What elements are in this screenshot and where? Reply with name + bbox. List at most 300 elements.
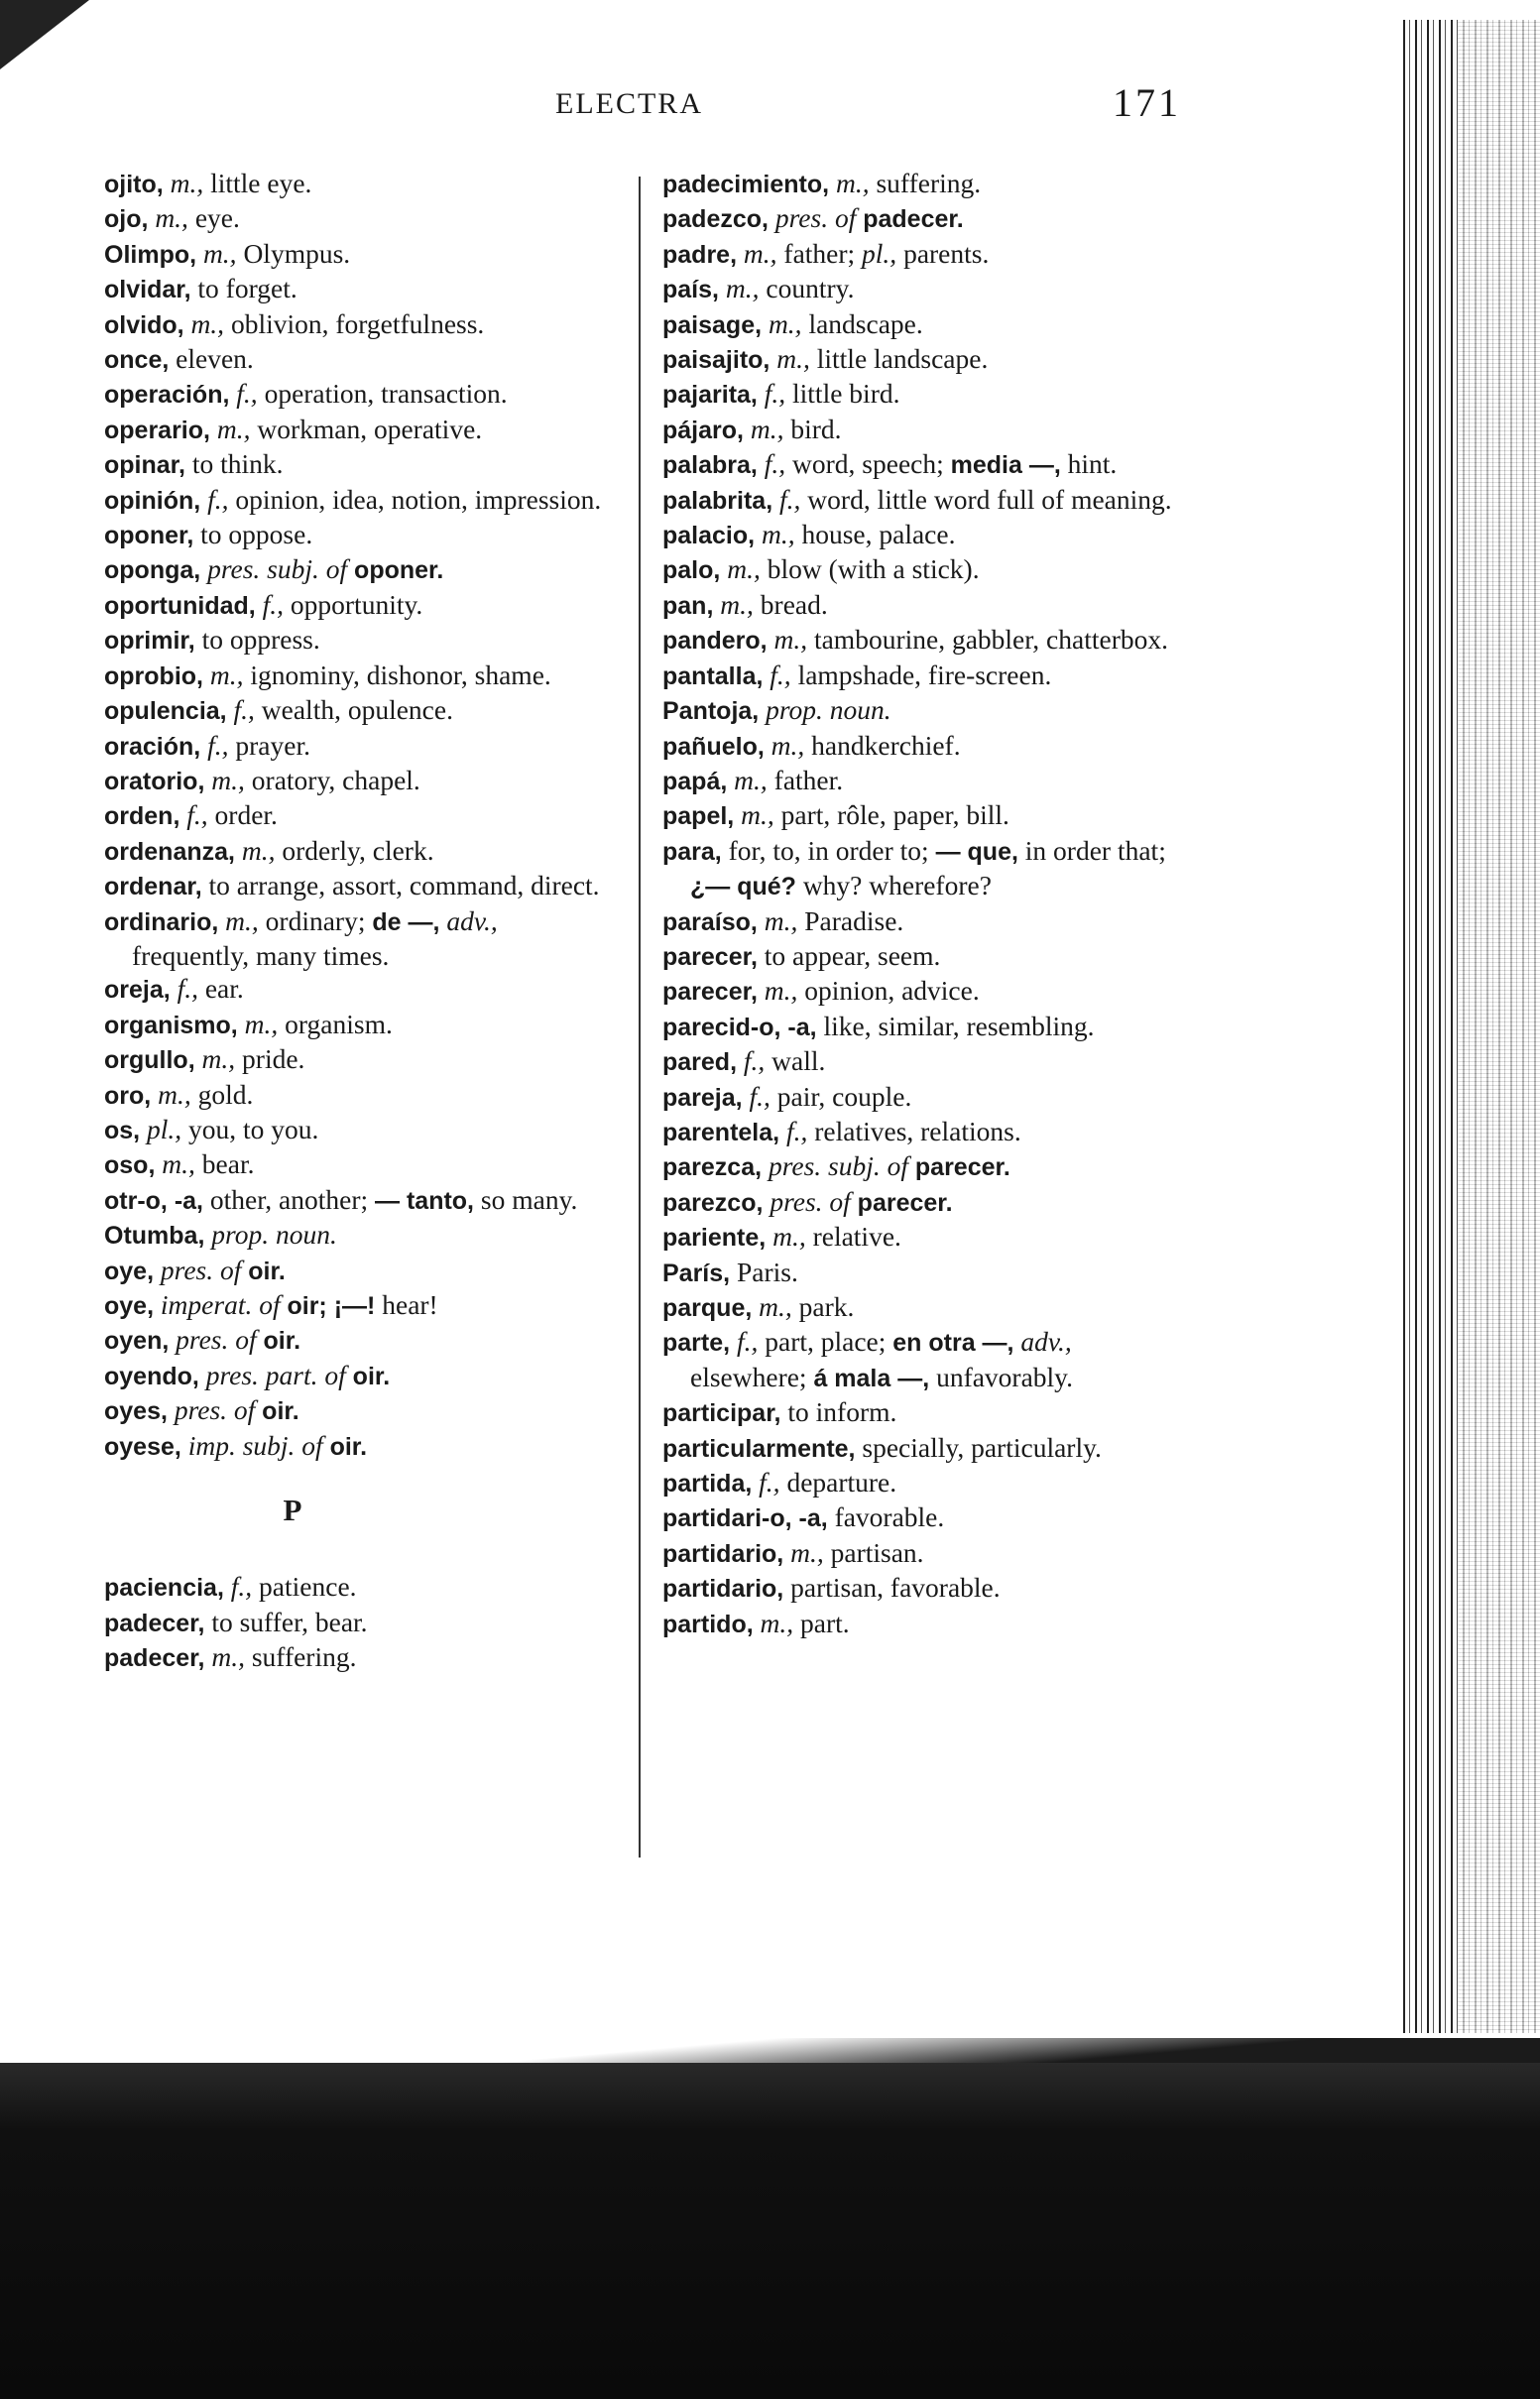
dictionary-entry: [104, 518, 620, 552]
dictionary-entry: [104, 307, 620, 342]
dictionary-entry: [104, 342, 620, 377]
dictionary-entry: [662, 483, 1178, 518]
entry-definition: you, to you.: [188, 1113, 319, 1144]
entry-headword: pajarita,: [662, 381, 758, 410]
entry-headword: paisage,: [662, 310, 763, 339]
entry-reference: parecer.: [857, 1188, 953, 1217]
entry-grammar: prop. noun.: [766, 694, 891, 726]
entry-definition: word, speech;: [792, 448, 944, 480]
dictionary-entry: [662, 1536, 1178, 1571]
entry-definition: handkerchief.: [811, 729, 961, 761]
entry-definition: little eye.: [210, 168, 312, 198]
dictionary-entry: [662, 623, 1178, 658]
left-column: [104, 167, 620, 1676]
entry-headword: oyese,: [104, 1432, 181, 1461]
dictionary-entry: [104, 1113, 620, 1147]
entry-headword: Pantoja,: [662, 697, 760, 726]
dictionary-entry: [104, 1078, 620, 1113]
entry-grammar: pl.,: [147, 1113, 182, 1144]
entry-definition: bread.: [760, 588, 828, 620]
entry-headword: Olimpo,: [104, 240, 197, 269]
entry-grammar: f.,: [779, 483, 801, 515]
entry-grammar: m.,: [772, 1221, 806, 1253]
entry-headword: opinar,: [104, 451, 185, 480]
entry-definition: to oppose.: [200, 519, 313, 550]
dictionary-entry: [104, 1288, 620, 1323]
entry-definition: opinion, idea, notion, impression.: [235, 483, 602, 515]
entry-reference: ¿— qué?: [690, 873, 796, 901]
entry-headword: oro,: [104, 1081, 152, 1110]
entry-grammar: m.,: [741, 799, 774, 831]
dictionary-entry: [104, 1254, 620, 1288]
dictionary-entry: [662, 413, 1178, 447]
entry-grammar: m.,: [760, 1607, 794, 1638]
dictionary-entry: [662, 729, 1178, 764]
entry-headword: parezca,: [662, 1153, 763, 1182]
entry-definition: Olympus.: [243, 237, 351, 269]
entry-headword: partidario,: [662, 1575, 784, 1604]
entry-reference: oir.: [352, 1362, 391, 1390]
entry-definition: for, to, in order to;: [728, 834, 929, 866]
entry-grammar: m.,: [201, 1043, 236, 1075]
dictionary-entry: [104, 798, 620, 833]
entry-grammar: pres. part. of: [205, 1359, 346, 1390]
entry-headword: orden,: [104, 802, 180, 831]
entry-grammar: m.,: [835, 168, 870, 198]
entry-grammar: m.,: [790, 1536, 824, 1568]
dictionary-entry: [662, 1256, 1178, 1290]
dictionary-entry: [104, 869, 620, 903]
page-corner-fold: [0, 0, 89, 69]
entry-headword: palacio,: [662, 522, 756, 550]
entry-definition: patience.: [259, 1571, 357, 1603]
entry-definition: eleven.: [176, 343, 254, 375]
entry-definition: orderly, clerk.: [282, 834, 434, 866]
entry-grammar: f.,: [770, 659, 791, 690]
entry-definition: father;: [783, 237, 856, 269]
entry-definition: house, palace.: [801, 519, 956, 550]
dictionary-entry: [104, 972, 620, 1007]
entry-definition: suffering.: [876, 168, 982, 198]
entry-grammar: m.,: [725, 273, 760, 304]
entry-grammar: m.,: [734, 764, 768, 795]
dictionary-entry: [662, 1466, 1178, 1500]
entry-headword: partida,: [662, 1470, 753, 1499]
entry-headword: particularmente,: [662, 1434, 856, 1463]
entry-definition: wealth, opulence.: [261, 694, 453, 726]
entry-definition: part, place;: [765, 1326, 887, 1358]
entry-grammar: f.,: [186, 799, 208, 831]
dictionary-entry: [662, 1500, 1178, 1535]
entry-headword: pareja,: [662, 1083, 743, 1112]
entry-grammar: m.,: [170, 168, 204, 198]
entry-definition: unfavorably.: [936, 1361, 1074, 1392]
entry-definition: operation, transaction.: [264, 378, 508, 410]
entry-definition: to inform.: [787, 1396, 897, 1428]
dictionary-entry: [104, 447, 620, 482]
entry-grammar: prop. noun.: [211, 1219, 337, 1251]
running-header-title: ELECTRA: [555, 87, 703, 120]
entry-headword: ordenar,: [104, 873, 202, 901]
entry-headword: paisajito,: [662, 346, 770, 375]
entry-definition: opportunity.: [290, 588, 423, 620]
entry-reference: en otra —,: [892, 1329, 1014, 1358]
entry-headword: parte,: [662, 1329, 731, 1358]
entry-headword: operación,: [104, 381, 230, 410]
entry-grammar: m.,: [211, 1641, 245, 1673]
entry-headword: pañuelo,: [662, 732, 765, 761]
entry-reference: oir; ¡—!: [287, 1292, 376, 1320]
dictionary-entry: [104, 1359, 620, 1393]
entry-definition: partisan.: [830, 1536, 924, 1568]
entry-definition: ignominy, dishonor, shame.: [250, 659, 551, 690]
entry-definition: wall.: [771, 1045, 826, 1077]
entry-definition: eye.: [194, 202, 240, 234]
entry-grammar: m.,: [158, 1078, 191, 1110]
entry-grammar: m.,: [216, 413, 251, 444]
entry-headword: olvido,: [104, 310, 184, 339]
dictionary-entry: [104, 413, 620, 447]
entry-grammar: m.,: [244, 1008, 279, 1039]
dictionary-entry: [104, 834, 620, 869]
entry-grammar: m.,: [241, 834, 276, 866]
entry-headword: oyendo,: [104, 1362, 199, 1390]
entry-grammar: m.,: [225, 904, 259, 936]
entry-definition: little landscape.: [816, 343, 989, 375]
entry-grammar: pres. of: [770, 1185, 851, 1217]
entry-headword: partidari-o, -a,: [662, 1504, 828, 1533]
entry-definition: specially, particularly.: [862, 1431, 1102, 1463]
entry-definition: relative.: [812, 1221, 901, 1253]
dictionary-entry: [662, 764, 1178, 798]
page-number: 171: [1113, 80, 1181, 125]
entry-definition: part, rôle, paper, bill.: [780, 799, 1009, 831]
entry-definition: father.: [773, 764, 844, 795]
entry-definition: little bird.: [792, 378, 900, 410]
left-entries: [104, 167, 620, 1464]
entry-definition: so many.: [480, 1183, 578, 1215]
entry-headword: parecer,: [662, 942, 758, 971]
dictionary-entry: [104, 552, 620, 587]
dictionary-entry: [104, 1606, 620, 1640]
entry-headword: oso,: [104, 1151, 156, 1180]
entry-headword: organismo,: [104, 1011, 238, 1039]
entry-grammar: m.,: [770, 729, 805, 761]
entry-grammar: m.,: [776, 343, 810, 375]
entry-headword: opinión,: [104, 486, 201, 515]
dictionary-entry: [104, 237, 620, 272]
entry-grammar: f.,: [233, 694, 255, 726]
entry-definition: ear.: [204, 973, 244, 1005]
entry-definition: order.: [214, 799, 278, 831]
entry-grammar: f.,: [177, 973, 198, 1005]
entry-reference: parecer.: [914, 1153, 1010, 1182]
entry-headword: parentela,: [662, 1118, 780, 1146]
dictionary-entry: [104, 201, 620, 236]
entry-definition: like, similar, resembling.: [823, 1010, 1095, 1041]
dictionary-entry: [662, 1395, 1178, 1430]
dictionary-entry: [104, 377, 620, 412]
entry-headword: pájaro,: [662, 416, 744, 444]
entry-reference: oir.: [329, 1432, 368, 1461]
entry-reference: oponer.: [354, 556, 444, 585]
entry-definition: workman, operative.: [257, 413, 483, 444]
entry-headword: paciencia,: [104, 1574, 224, 1603]
entry-headword: partidario,: [662, 1539, 784, 1568]
entry-definition: oblivion, forgetfulness.: [230, 307, 485, 339]
entry-grammar: m.,: [162, 1148, 195, 1180]
entry-definition: bird.: [790, 413, 842, 444]
entry-headword: paraíso,: [662, 907, 758, 936]
entry-grammar: pres. of: [176, 1324, 257, 1356]
dictionary-entry: [662, 518, 1178, 552]
entry-grammar: f.,: [743, 1045, 766, 1077]
scan-shadow: [0, 2063, 1540, 2399]
entry-definition: word, little word full of meaning.: [807, 483, 1172, 515]
left-entries-p: [104, 1570, 620, 1675]
entry-grammar: f.,: [207, 729, 229, 761]
right-column: [662, 167, 1178, 1641]
dictionary-entry: [662, 1115, 1178, 1149]
entry-headword: ordenanza,: [104, 837, 235, 866]
entry-headword: parezco,: [662, 1188, 764, 1217]
entry-headword: oyes,: [104, 1397, 168, 1426]
dictionary-entry: [104, 1570, 620, 1605]
entry-definition: to appear, seem.: [764, 939, 941, 971]
entry-headword: ojito,: [104, 171, 164, 198]
entry-definition: to think.: [191, 448, 284, 480]
entry-definition: departure.: [786, 1467, 897, 1499]
entry-definition: gold.: [197, 1078, 254, 1110]
entry-definition: oratory, chapel.: [251, 764, 420, 795]
entry-headword: padecer,: [104, 1609, 205, 1637]
entry-grammar: pres. of: [774, 202, 857, 234]
entry-headword: once,: [104, 346, 170, 375]
entry-grammar: f.,: [262, 588, 285, 620]
dictionary-entry: [104, 272, 620, 306]
entry-headword: palabrita,: [662, 486, 773, 515]
entry-headword: oprimir,: [104, 627, 195, 656]
entry-definition: other, another;: [209, 1183, 369, 1215]
entry-definition: pair, couple.: [776, 1080, 912, 1112]
dictionary-entry: [662, 1080, 1178, 1115]
entry-definition: to suffer, bear.: [211, 1606, 368, 1637]
dictionary-entry: [662, 167, 1178, 201]
entry-grammar: m.,: [190, 307, 225, 339]
entry-definition: part.: [800, 1607, 850, 1638]
dictionary-entry: [662, 904, 1178, 939]
entry-headword: parque,: [662, 1294, 753, 1322]
dictionary-entry: [662, 307, 1178, 342]
entry-headword: padre,: [662, 240, 738, 269]
entry-grammar: m.,: [768, 307, 802, 339]
entry-headword: papá,: [662, 767, 728, 795]
entry-headword: oye,: [104, 1257, 155, 1285]
dictionary-entry: [104, 1183, 620, 1218]
entry-definition: relatives, relations.: [814, 1115, 1021, 1146]
dictionary-entry: [662, 201, 1178, 236]
dictionary-entry: [662, 834, 1178, 904]
entry-grammar: pl.,: [862, 237, 897, 269]
dictionary-entry: [662, 1185, 1178, 1220]
entry-grammar: pres. subj. of: [207, 553, 348, 585]
entry-headword: ojo,: [104, 205, 149, 234]
entry-grammar: f.,: [207, 483, 229, 515]
dictionary-entry: [104, 764, 620, 798]
entry-definition: lampshade, fire-screen.: [797, 659, 1052, 690]
dictionary-entry: [662, 272, 1178, 306]
entry-reference: oir.: [262, 1397, 299, 1426]
entry-headword: oye,: [104, 1292, 155, 1320]
entry-headword: pariente,: [662, 1224, 767, 1253]
dictionary-entry: [104, 1323, 620, 1358]
entry-definition: organism.: [285, 1008, 393, 1039]
entry-reference: oir.: [263, 1327, 301, 1356]
entry-headword: oponga,: [104, 556, 201, 585]
entry-definition: hear!: [382, 1289, 438, 1320]
dictionary-entry: [662, 659, 1178, 693]
entry-definition: pride.: [242, 1043, 305, 1075]
dictionary-entry: [662, 1044, 1178, 1079]
entry-headword: os,: [104, 1116, 141, 1144]
entry-definition: blow (with a stick).: [767, 553, 980, 585]
entry-grammar: adv.,: [446, 904, 498, 936]
entry-headword: otr-o, -a,: [104, 1186, 203, 1215]
entry-headword: oportunidad,: [104, 591, 256, 620]
entry-headword: oprobio,: [104, 661, 203, 690]
dictionary-entry: [662, 1325, 1178, 1395]
entry-headword: pared,: [662, 1048, 738, 1077]
entry-definition: landscape.: [808, 307, 923, 339]
entry-definition: elsewhere;: [690, 1361, 807, 1392]
entry-grammar: pres. of: [160, 1254, 242, 1285]
dictionary-entry: [104, 1147, 620, 1182]
entry-definition: parents.: [903, 237, 990, 269]
entry-reference: — tanto,: [375, 1186, 475, 1215]
entry-grammar: imp. subj. of: [187, 1429, 323, 1461]
entry-grammar: f.,: [236, 378, 258, 410]
column-divider: [639, 177, 641, 1858]
entry-definition: why? wherefore?: [802, 870, 992, 901]
entry-grammar: pres. of: [174, 1394, 256, 1426]
entry-headword: operario,: [104, 416, 210, 444]
dictionary-entry: [662, 447, 1178, 482]
entry-definition: prayer.: [235, 729, 310, 761]
dictionary-entry: [104, 1218, 620, 1253]
entry-headword: oponer,: [104, 522, 194, 550]
entry-reference: padecer.: [863, 205, 964, 234]
entry-headword: opulencia,: [104, 697, 227, 726]
dictionary-entry: [662, 939, 1178, 974]
dictionary-entry: [104, 588, 620, 623]
dictionary-entry: [104, 167, 620, 201]
entry-headword: pandero,: [662, 627, 768, 656]
dictionary-entry: [662, 588, 1178, 623]
entry-headword: palabra,: [662, 451, 758, 480]
entry-definition: tambourine, gabbler, chatterbox.: [813, 624, 1168, 656]
entry-definition: suffering.: [251, 1641, 357, 1673]
entry-headword: país,: [662, 276, 719, 304]
dictionary-entry: [104, 623, 620, 658]
entry-definition: frequently, many times.: [132, 939, 390, 971]
dictionary-entry: [104, 1429, 620, 1464]
dictionary-entry: [662, 237, 1178, 272]
dictionary-entry: [104, 729, 620, 764]
entry-headword: pantalla,: [662, 661, 764, 690]
entry-grammar: m.,: [202, 237, 237, 269]
entry-headword: oreja,: [104, 976, 171, 1005]
entry-grammar: f.,: [230, 1571, 253, 1603]
entry-definition: opinion, advice.: [804, 975, 980, 1007]
entry-headword: palo,: [662, 556, 721, 585]
entry-headword: para,: [662, 837, 722, 866]
entry-headword: parecer,: [662, 978, 758, 1007]
entry-grammar: m.,: [727, 553, 761, 585]
entry-definition: in order that;: [1024, 834, 1166, 866]
entry-reference: — que,: [935, 837, 1018, 866]
entry-grammar: m.,: [211, 764, 245, 795]
entry-grammar: m.,: [761, 519, 795, 550]
entry-headword: padezco,: [662, 205, 769, 234]
entry-definition: hint.: [1067, 448, 1118, 480]
entry-headword: participar,: [662, 1399, 781, 1428]
entry-definition: bear.: [201, 1148, 255, 1180]
entry-grammar: f.,: [785, 1115, 808, 1146]
entry-definition: Paradise.: [804, 904, 904, 936]
entry-headword: papel,: [662, 802, 735, 831]
entry-grammar: imperat. of: [160, 1289, 281, 1320]
dictionary-entry: [104, 1640, 620, 1675]
entry-grammar: m.,: [155, 202, 188, 234]
entry-headword: París,: [662, 1259, 731, 1287]
entry-grammar: m.,: [720, 588, 754, 620]
dictionary-entry: [104, 1393, 620, 1428]
entry-headword: padecimiento,: [662, 171, 830, 198]
entry-definition: country.: [766, 273, 855, 304]
entry-headword: oración,: [104, 732, 201, 761]
dictionary-entry: [662, 974, 1178, 1009]
dictionary-entry: [662, 552, 1178, 587]
book-page-stack: [1458, 20, 1540, 2033]
entry-grammar: pres. subj. of: [768, 1150, 909, 1182]
dictionary-entry: [662, 1149, 1178, 1184]
entry-headword: oyen,: [104, 1327, 170, 1356]
dictionary-entry: [662, 377, 1178, 412]
dictionary-entry: [662, 1607, 1178, 1641]
entry-grammar: f.,: [736, 1326, 759, 1358]
entry-grammar: m.,: [773, 624, 808, 656]
entry-headword: olvidar,: [104, 276, 191, 304]
entry-definition: favorable.: [834, 1501, 945, 1533]
entry-headword: partido,: [662, 1610, 754, 1638]
section-letter: P: [283, 1493, 302, 1528]
entry-definition: park.: [798, 1291, 855, 1322]
dictionary-entry: [662, 1290, 1178, 1325]
entry-reference: de —,: [372, 907, 440, 936]
dictionary-entry: [104, 1042, 620, 1077]
entry-grammar: f.,: [764, 378, 786, 410]
entry-grammar: f.,: [764, 448, 786, 480]
dictionary-entry: [104, 483, 620, 518]
entry-grammar: m.,: [759, 1291, 792, 1322]
entry-headword: oratorio,: [104, 767, 205, 795]
dictionary-entry: [662, 342, 1178, 377]
entry-grammar: adv.,: [1020, 1326, 1072, 1358]
entry-definition: to oppress.: [201, 624, 320, 656]
entry-headword: ordinario,: [104, 907, 219, 936]
entry-definition: partisan, favorable.: [790, 1572, 1001, 1604]
entry-definition: ordinary;: [265, 904, 366, 936]
